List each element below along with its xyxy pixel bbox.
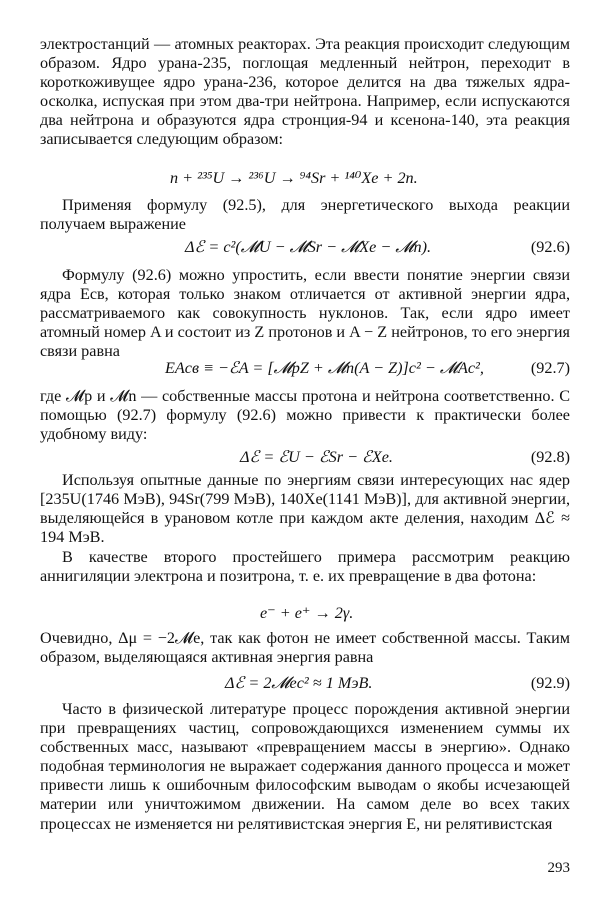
page-number: 293 <box>547 860 570 876</box>
equation-92-8 <box>40 448 570 467</box>
equation-number: (92.7) <box>530 359 570 377</box>
equation-92-7 <box>40 359 570 378</box>
paragraph-obviously: Очевидно, Δμ = −2𝓜e, так как фотон не имеет собственной массы. Таким образом, выделяющаяся активная энергия равна <box>40 629 570 667</box>
equation-formula: Δℰ = c²(𝓜U − 𝓜Sr − 𝓜Xe − 𝓜n). <box>185 238 432 256</box>
equation-number: (92.8) <box>530 448 570 466</box>
equation-fission <box>40 169 570 188</box>
equation-formula: EAсв ≡ −ℰA = [𝓜pZ + 𝓜n(A − Z)]c² − 𝓜Ac², <box>165 359 484 377</box>
paragraph-binding-energy: Формулу (92.6) можно упростить, если ввести понятие энергии связи ядра Eсв, которая только знаком отличается от активной энергии ядра, рассматриваемого как совокупность нуклонов. Так, если ядро имеет атомный номер A и состоит из Z протонов и A − Z нейтронов, то его энергия связи равна <box>40 266 570 361</box>
paragraph-intro: электростанций — атомных реакторах. Эта реакция происходит следующим образом. Ядро урана-235, поглощая медленный нейтрон, переходит в короткоживущее ядро урана-236, которое делится на два тяжелых ядра-осколка, испуская при этом два-три нейтрона. Например, если испускаются два нейтрона и образуются ядра стронция-94 и ксенона-140, эта реакция записывается следующим образом: <box>40 35 570 149</box>
equation-92-9 <box>40 674 570 693</box>
paragraph-formula-use: Применяя формулу (92.5), для энергетического выхода реакции получаем выражение <box>40 196 570 234</box>
equation-number: (92.6) <box>530 238 570 256</box>
paragraph-experimental: Используя опытные данные по энергиям связи интересующих нас ядер [235U(1746 МэВ), 94Sr(799 МэВ), 140Xe(1141 МэВ)], для активной энергии, выделяющейся в урановом котле при каждом акте деления, находим Δℰ ≈ 194 МэВ. <box>40 471 570 547</box>
equation-annihilation <box>40 604 570 623</box>
equation-formula: Δℰ = 2𝓜ec² ≈ 1 МэВ. <box>225 674 373 692</box>
equation-formula: n + ²³⁵U → ²³⁶U → ⁹⁴Sr + ¹⁴⁰Xe + 2n. <box>170 169 418 187</box>
equation-number: (92.9) <box>530 674 570 692</box>
equation-formula: Δℰ = ℰU − ℰSr − ℰXe. <box>240 448 393 466</box>
paragraph-annihilation: В качестве второго простейшего примера рассмотрим реакцию аннигиляции электрона и позитрона, т. е. их превращение в два фотона: <box>40 548 570 586</box>
equation-92-6 <box>40 238 570 257</box>
paragraph-masses: где 𝓜p и 𝓜n — собственные массы протона и нейтрона соответственно. С помощью (92.7) формулу (92.6) можно привести к практически более удобному виду: <box>40 387 570 444</box>
equation-formula: e⁻ + e⁺ → 2γ. <box>260 604 354 622</box>
paragraph-mass-conversion: Часто в физической литературе процесс порождения активной энергии при превращениях частиц, сопровождающихся изменением суммы их собственных масс, называют «превращением массы в энергию». Однако подобная терминология не выражает содержания данного процесса и может привести лишь к ошибочным философским выводам о якобы исчезающей материи или уничтожимом движении. На самом деле во всех таких процессах не изменяется ни релятивистская энергия E, ни релятивистская <box>40 700 570 833</box>
